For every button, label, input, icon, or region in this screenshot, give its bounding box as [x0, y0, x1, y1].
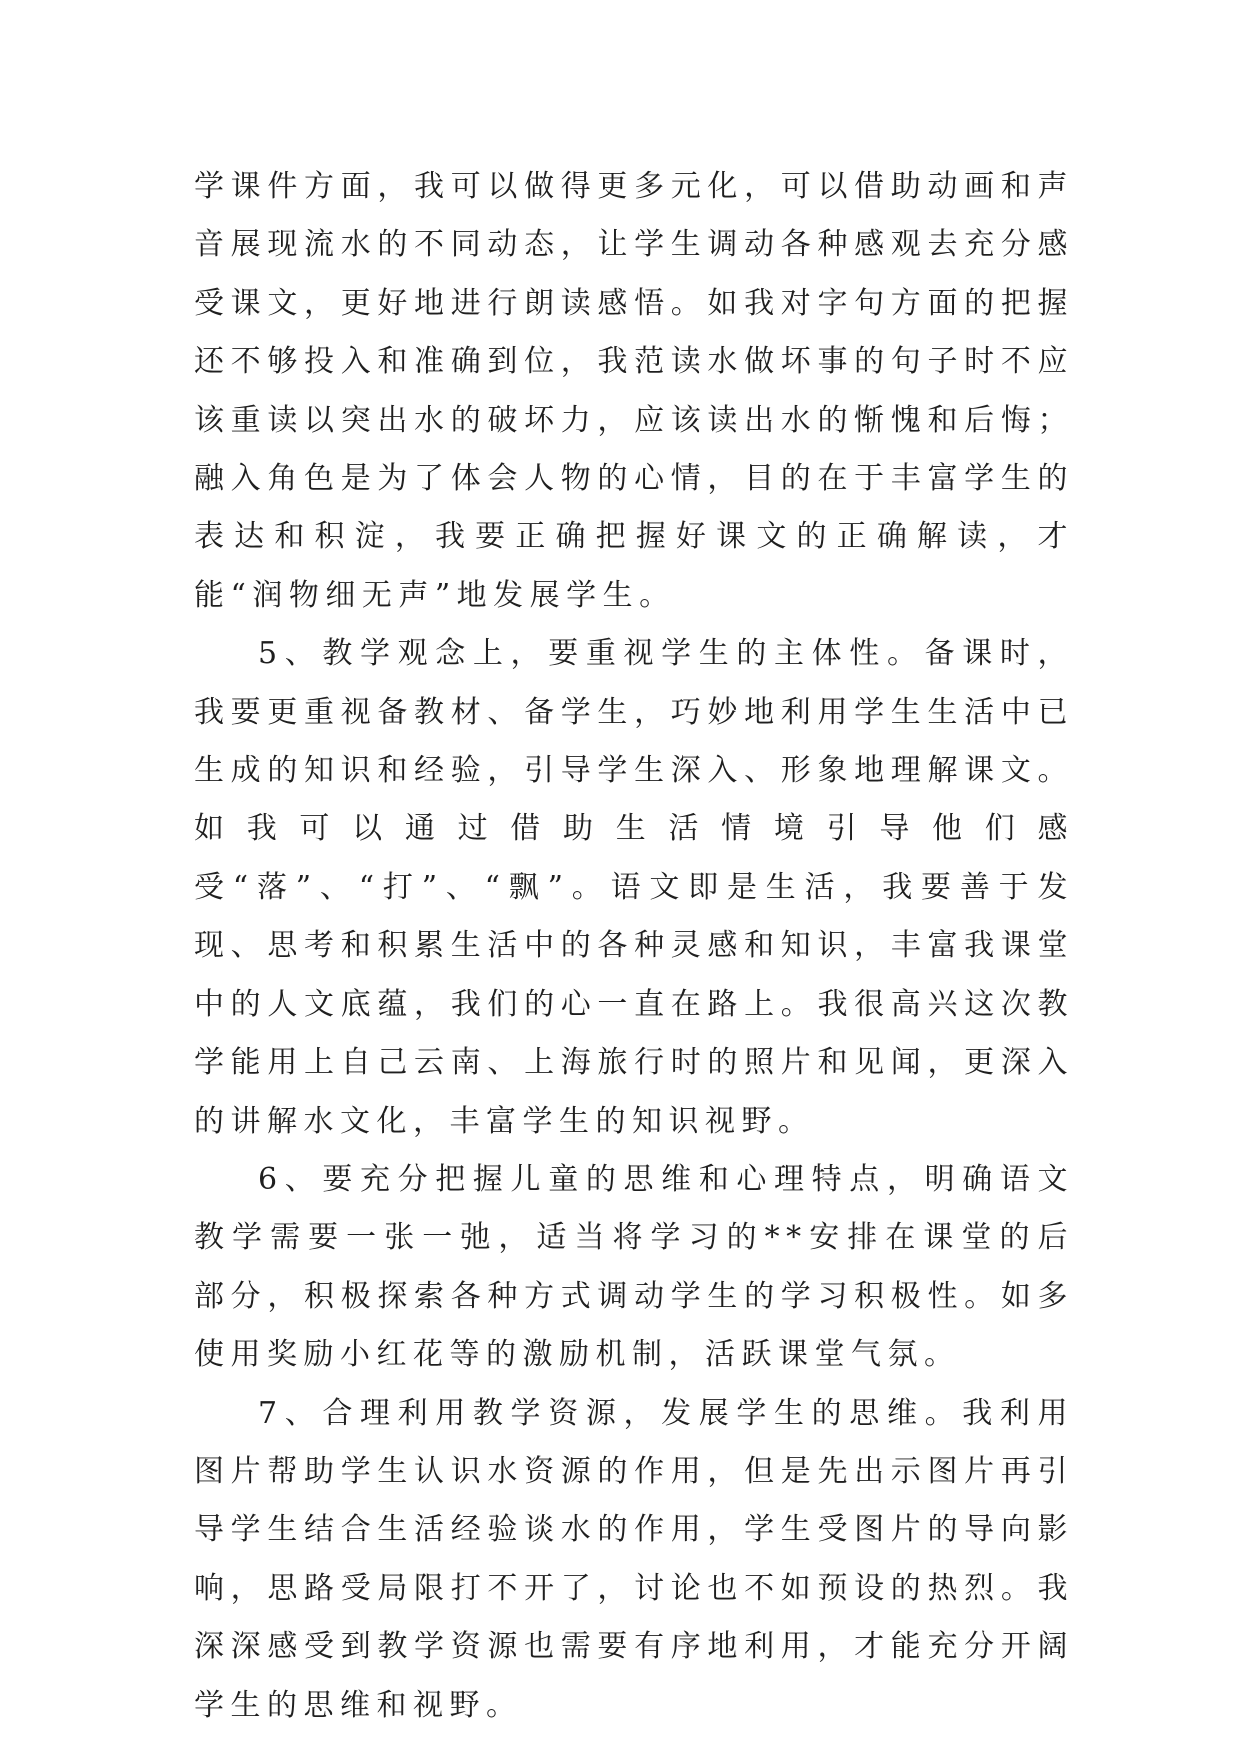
- paragraph-item-5: 5、教学观念上，要重视学生的主体性。备课时，我要更重视备教材、备学生，巧妙地利用学生生活中已生成的知识和经验，引导学生深入、形象地理解课文。如我可以通过借助生活情境引导他们感受“落”、“打”、“飘”。语文即是生活，我要善于发现、思考和积累生活中的各种灵感和知识，丰富我课堂中的人文底蕴，我们的心一直在路上。我很高兴这次教学能用上自己云南、上海旅行时的照片和见闻，更深入的讲解水文化，丰富学生的知识视野。: [194, 636, 1074, 1139]
- paragraph-item-7: 7、合理利用教学资源，发展学生的思维。我利用图片帮助学生认识水资源的作用，但是先出示图片再引导学生结合生活经验谈水的作用，学生受图片的导向影响，思路受局限打不开了，讨论也不如预设的热烈。我深深感受到教学资源也需要有序地利用，才能充分开阔学生的思维和视野。: [194, 1395, 1074, 1723]
- paragraph-continued: 学课件方面，我可以做得更多元化，可以借助动画和声音展现流水的不同动态，让学生调动各种感观去充分感受课文，更好地进行朗读感悟。如我对字句方面的把握还不够投入和准确到位，我范读水做坏事的句子时不应该重读以突出水的破坏力，应该读出水的惭愧和后悔；融入角色是为了体会人物的心情，目的在于丰富学生的表达和积淀，我要正确把握好课文的正确解读，才能“润物细无声”地发展学生。: [194, 169, 1074, 613]
- document-body: [194, 158, 1074, 1735]
- paragraph-item-6: 6、要充分把握儿童的思维和心理特点，明确语文教学需要一张一弛，适当将学习的**安排在课堂的后部分，积极探索各种方式调动学生的学习积极性。如多使用奖励小红花等的激励机制，活跃课堂气氛。: [194, 1161, 1074, 1373]
